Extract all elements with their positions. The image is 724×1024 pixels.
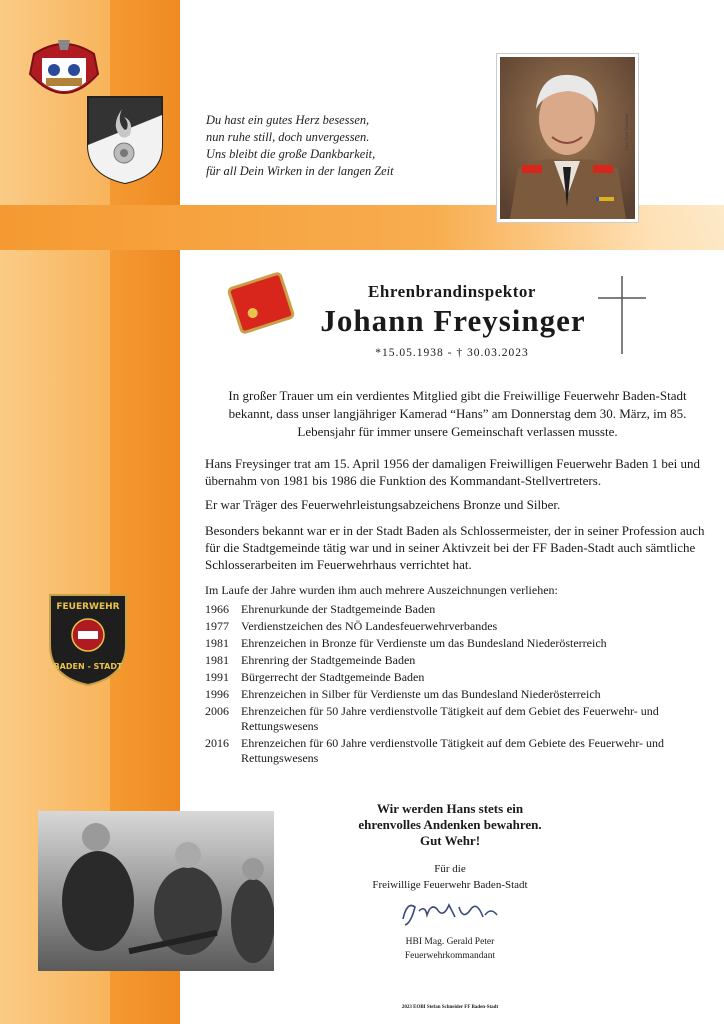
award-year: 1966 [205, 602, 229, 616]
closing-line-1: Wir werden Hans stets ein [376, 801, 524, 816]
award-text: Ehrenzeichen für 60 Jahre verdienstvolle Tätigkeit auf dem Gebiete des Feuerwehr- und Rettungswesens [241, 736, 665, 765]
closing-statement [300, 801, 600, 849]
award-item [205, 736, 685, 766]
biography-paragraph-3: Besonders bekannt war er in der Stadt Baden als Schlossermeister, der in seiner Profession auch für die Stadtgemeinde tätig war und in seiner Aktivzeit bei der FF Baden-Stadt auch sämtliche Schlosserarbeiten im Feuerwehrhaus verrichtet hat. [205, 523, 705, 572]
award-item [205, 636, 685, 651]
award-item [205, 619, 685, 634]
closing-line-3: Gut Wehr! [419, 833, 481, 848]
signer-block [300, 935, 600, 963]
life-dates: *15.05.1938 - † 30.03.2023 [375, 347, 529, 359]
handwritten-signature [397, 897, 507, 929]
cross-icon [598, 276, 648, 356]
memorial-verse [206, 112, 394, 180]
biography-paragraph-2: Er war Träger des Feuerwehrleistungsabzeichens Bronze und Silber. [205, 497, 561, 512]
award-item [205, 602, 685, 617]
deceased-name: Johann Freysinger [320, 303, 586, 338]
award-item [205, 670, 685, 685]
signoff-organisation [300, 861, 600, 893]
fire-brigade-shield-icon [86, 95, 164, 185]
award-year: 1981 [205, 653, 229, 667]
award-text: Verdienstzeichen des NÖ Landesfeuerwehrverbandes [241, 619, 498, 633]
verse-line-4: für all Dein Wirken in der langen Zeit [206, 164, 394, 178]
verse-line-1: Du hast ein gutes Herz besessen, [206, 113, 370, 127]
fire-brigade-patch-icon [46, 589, 130, 687]
award-year: 2016 [205, 736, 229, 750]
award-year: 1996 [205, 687, 229, 701]
photo-credit: Foto: Franz Freisleben [624, 113, 629, 150]
signer-role: Feuerwehrkommandant [404, 951, 496, 961]
award-year: 1981 [205, 636, 229, 650]
announcement-text: In großer Trauer um ein verdientes Mitglied gibt die Freiwillige Feuerwehr Baden-Stadt bekannt, dass unser langjähriger Kamerad “Hans” am Donnerstag dem 30. März, im 85. Lebensjahr für immer unsere Gemeinschaft verlassen musste. [228, 388, 687, 439]
patch-bottom-text: BADEN - STADT [53, 662, 123, 671]
signer-name: HBI Mag. Gerald Peter [405, 937, 495, 947]
award-text: Ehrenring der Stadtgemeinde Baden [241, 653, 416, 667]
portrait-photo [500, 57, 635, 219]
footnote: 2023 EOBI Stefan Schneider FF Baden-Stadt [401, 1005, 499, 1010]
award-item [205, 687, 685, 702]
rank-title: Ehrenbrandinspektor [368, 282, 536, 301]
rank-insignia-icon [226, 270, 296, 336]
awards-intro: Im Laufe der Jahre wurden ihm auch mehrere Auszeichnungen verliehen: [205, 583, 558, 597]
patch-top-text: FEUERWEHR [56, 602, 120, 612]
award-year: 1991 [205, 670, 229, 684]
awards-list [205, 602, 685, 768]
award-year: 2006 [205, 704, 229, 718]
verse-line-2: nun ruhe still, doch unvergessen. [206, 130, 370, 144]
award-item [205, 704, 685, 734]
closing-line-2: ehrenvolles Andenken bewahren. [358, 817, 542, 832]
verse-line-3: Uns bleibt die große Dankbarkeit, [206, 147, 376, 161]
award-text: Ehrenzeichen in Silber für Verdienste um das Bundesland Niederösterreich [241, 687, 601, 701]
award-text: Ehrenurkunde der Stadtgemeinde Baden [241, 602, 436, 616]
for-label: Für die [434, 863, 466, 875]
historic-photo [38, 811, 274, 971]
award-text: Ehrenzeichen für 50 Jahre verdienstvolle Tätigkeit auf dem Gebiet des Feuerwehr- und Rettungswesens [241, 704, 659, 733]
organisation-name: Freiwillige Feuerwehr Baden-Stadt [372, 879, 528, 891]
award-text: Ehrenzeichen in Bronze für Verdienste um das Bundesland Niederösterreich [241, 636, 607, 650]
award-year: 1977 [205, 619, 229, 633]
award-item [205, 653, 685, 668]
biography-paragraph-1: Hans Freysinger trat am 15. April 1956 der damaligen Freiwilligen Feuerwehr Baden 1 bei und übernahm von 1981 bis 1986 die Funktion des Kommandant-Stellvertreters. [205, 456, 700, 488]
award-text: Bürgerrecht der Stadtgemeinde Baden [241, 670, 425, 684]
